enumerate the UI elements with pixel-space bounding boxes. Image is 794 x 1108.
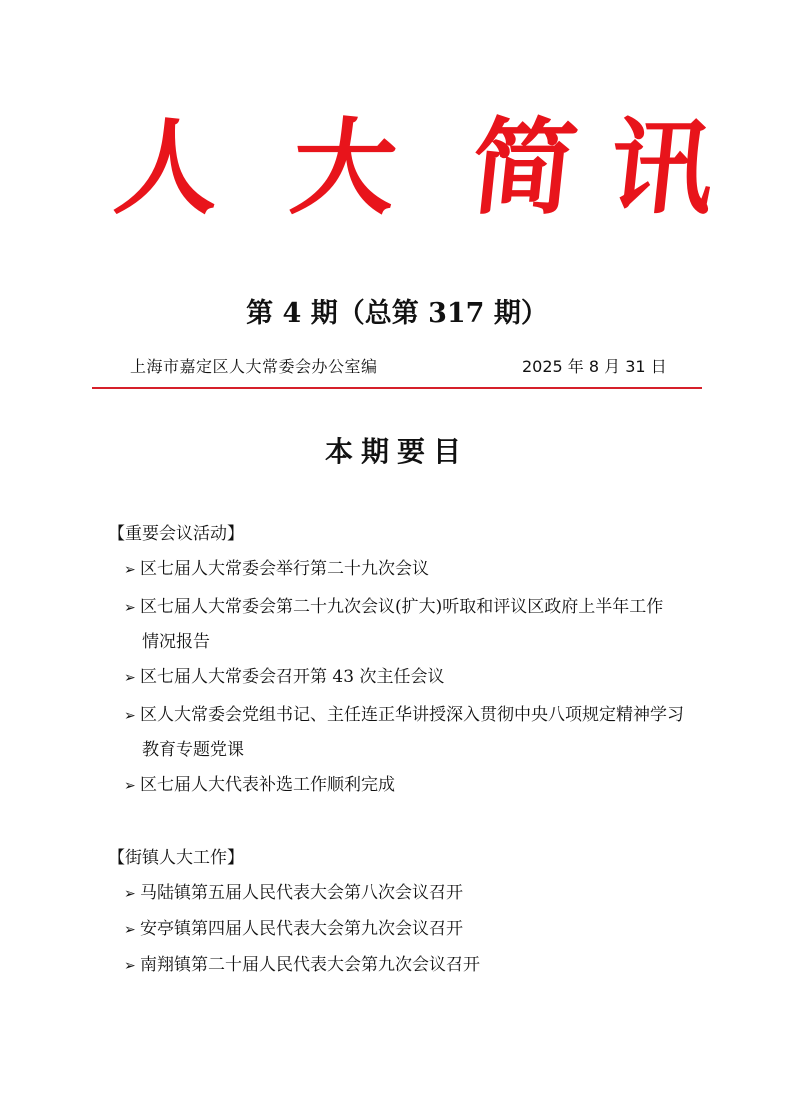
- section-heading-township: 【街镇人大工作】: [108, 848, 244, 868]
- masthead-char-3: 简: [465, 106, 583, 229]
- toc-item[interactable]: [124, 876, 734, 911]
- arrow-bullet-icon: ➢: [124, 670, 136, 686]
- masthead-char-4: 讯: [603, 106, 721, 229]
- publisher-row: [130, 354, 670, 380]
- toc-item[interactable]: [124, 552, 734, 587]
- toc-title: 本期要目: [324, 435, 469, 468]
- toc-item-text: 区七届人大代表补选工作顺利完成: [140, 775, 395, 795]
- arrow-bullet-icon: ➢: [124, 886, 136, 902]
- toc-item[interactable]: [124, 590, 734, 659]
- arrow-bullet-icon: ➢: [124, 708, 136, 724]
- toc-item-text: 南翔镇第二十届人民代表大会第九次会议召开: [140, 955, 480, 975]
- toc-item-text: 安亭镇第四届人民代表大会第九次会议召开: [140, 919, 463, 939]
- masthead: [0, 108, 794, 238]
- toc-item[interactable]: [124, 948, 734, 983]
- publisher: 上海市嘉定区人大常委会办公室编: [130, 357, 378, 376]
- arrow-bullet-icon: ➢: [124, 562, 136, 578]
- toc-item[interactable]: [124, 768, 734, 803]
- header-divider: [92, 387, 702, 389]
- toc-item-text: 区七届人大常委会第二十九次会议(扩大)听取和评议区政府上半年工作: [140, 597, 664, 617]
- toc-item-text: 马陆镇第五届人民代表大会第八次会议召开: [140, 883, 463, 903]
- toc-item[interactable]: [124, 660, 734, 695]
- toc-item-text-continued: 教育专题党课: [142, 740, 244, 760]
- toc-item-text: 区七届人大常委会举行第二十九次会议: [140, 559, 429, 579]
- toc-item-text: 区人大常委会党组书记、主任连正华讲授深入贯彻中央八项规定精神学习: [140, 705, 684, 725]
- masthead-char-2: 大: [285, 106, 403, 229]
- toc-item-text: 区七届人大常委会召开第 43 次主任会议: [140, 667, 445, 687]
- section-heading-meetings: 【重要会议活动】: [108, 524, 244, 544]
- arrow-bullet-icon: ➢: [124, 922, 136, 938]
- arrow-bullet-icon: ➢: [124, 600, 136, 616]
- issue-number: 第 4 期（总第 317 期）: [246, 298, 548, 329]
- toc-item[interactable]: [124, 912, 734, 947]
- arrow-bullet-icon: ➢: [124, 958, 136, 974]
- publish-date: 2025 年 8 月 31 日: [522, 357, 667, 376]
- toc-item-text-continued: 情况报告: [142, 632, 210, 652]
- toc-item[interactable]: [124, 698, 734, 767]
- masthead-char-1: 人: [109, 106, 227, 229]
- arrow-bullet-icon: ➢: [124, 778, 136, 794]
